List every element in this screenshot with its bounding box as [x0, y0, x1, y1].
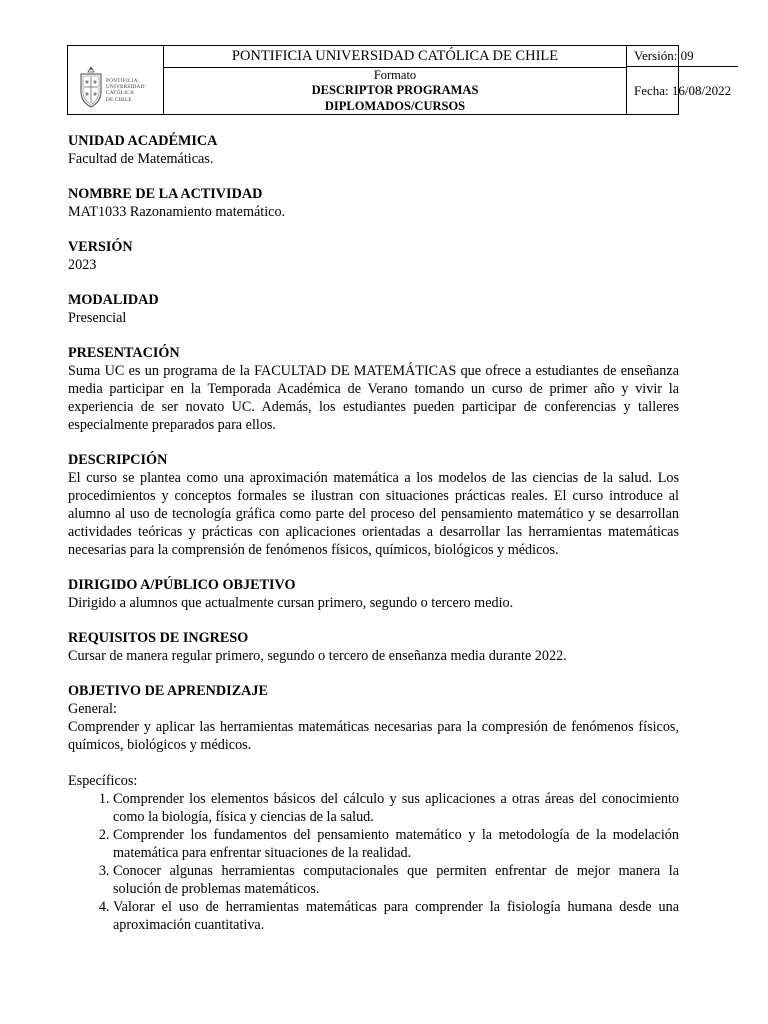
- section-title: MODALIDAD: [68, 292, 159, 308]
- section-modalidad: [68, 291, 679, 327]
- section-nombre: [68, 185, 679, 221]
- header-table: [67, 45, 732, 115]
- date-cell: Fecha: 16/08/2022: [634, 83, 732, 98]
- general-text: Comprender y aplicar las herramientas matemáticas necesarias para la compresión de fenómenos físicos, químicos, biológicos y médicos.: [68, 719, 679, 753]
- section-text: MAT1033 Razonamiento matemático.: [68, 204, 286, 220]
- section-title: DIRIGIDO A/PÚBLICO OBJETIVO: [68, 577, 296, 593]
- university-name: PONTIFICIA UNIVERSIDAD CATÓLICA DE CHILE: [164, 46, 626, 68]
- section-title: PRESENTACIÓN: [68, 345, 180, 361]
- section-requisitos: [68, 629, 679, 665]
- section-title: UNIDAD ACADÉMICA: [68, 133, 218, 149]
- general-label: General:: [68, 701, 117, 717]
- section-presentacion: [68, 344, 679, 434]
- university-seal-logo: [78, 65, 104, 109]
- section-text: Dirigido a alumnos que actualmente cursan primero, segundo o tercero medio.: [68, 595, 514, 611]
- section-dirigido: [68, 576, 679, 612]
- list-item: 2. Comprender los fundamentos del pensamiento matemático y la metodología de la modelación matemática para enfrentar situaciones de la realidad.: [113, 826, 679, 862]
- specific-label: Específicos:: [68, 773, 138, 789]
- section-text: Cursar de manera regular primero, segundo o tercero de enseñanza media durante 2022.: [68, 648, 567, 664]
- descriptor-line-1: DESCRIPTOR PROGRAMAS: [311, 83, 479, 97]
- section-text: Suma UC es un programa de la FACULTAD DE MATEMÁTICAS que ofrece a estudiantes de enseñanza media participar en la Temporada Académica de Verano tomando un curso de primer año y vivir la experiencia de ser novato UC. Además, los estudiantes pueden participar de conferencias y talleres especialmente preparados para ellos.: [68, 363, 679, 433]
- section-text: 2023: [68, 257, 97, 273]
- section-title: OBJETIVO DE APRENDIZAJE: [68, 683, 268, 699]
- section-title: REQUISITOS DE INGRESO: [68, 630, 249, 646]
- section-title: DESCRIPCIÓN: [68, 452, 168, 468]
- list-item: 1. Comprender los elementos básicos del cálculo y sus aplicaciones a otras áreas del conocimiento como la biología, física y ciencias de la salud.: [113, 790, 679, 826]
- specific-objectives-list: [68, 790, 679, 934]
- section-text: Facultad de Matemáticas.: [68, 151, 214, 167]
- section-objetivo: [68, 682, 679, 934]
- section-title: NOMBRE DE LA ACTIVIDAD: [68, 186, 263, 202]
- logo-cell: [68, 46, 164, 114]
- header-title-cell: [164, 46, 627, 114]
- document-body: [68, 132, 679, 951]
- logo-wordmark: PONTIFICIA UNIVERSIDAD CATÓLICA DE CHILE: [106, 78, 145, 103]
- section-descripcion: [68, 451, 679, 559]
- section-unidad: [68, 132, 679, 168]
- section-title: VERSIÓN: [68, 239, 133, 255]
- version-cell: Versión: 09: [627, 46, 738, 67]
- section-text: Presencial: [68, 310, 127, 326]
- section-version: [68, 238, 679, 274]
- format-label: Formato: [373, 68, 417, 82]
- descriptor-line-2: DIPLOMADOS/CURSOS: [324, 99, 466, 113]
- section-text: El curso se plantea como una aproximación matemática a los modelos de las ciencias de la salud. Los procedimientos y conceptos formales se ilustran con situaciones prácticas reales. El curso introduce al alumno al uso de tecnología gráfica como parte del proceso del pensamiento matemático y se desarrollan actividades teóricas y prácticas con aplicaciones orientadas a desarrollar las herramientas matemáticas necesarias para la comprensión de fenómenos físicos, químicos, biológicos y médicos.: [68, 470, 679, 558]
- list-item: 4. Valorar el uso de herramientas matemáticas para comprender la fisiología humana desde una aproximación cuantitativa.: [113, 898, 679, 934]
- list-item: 3. Conocer algunas herramientas computacionales que permiten enfrentar de mejor manera la solución de problemas matemáticos.: [113, 862, 679, 898]
